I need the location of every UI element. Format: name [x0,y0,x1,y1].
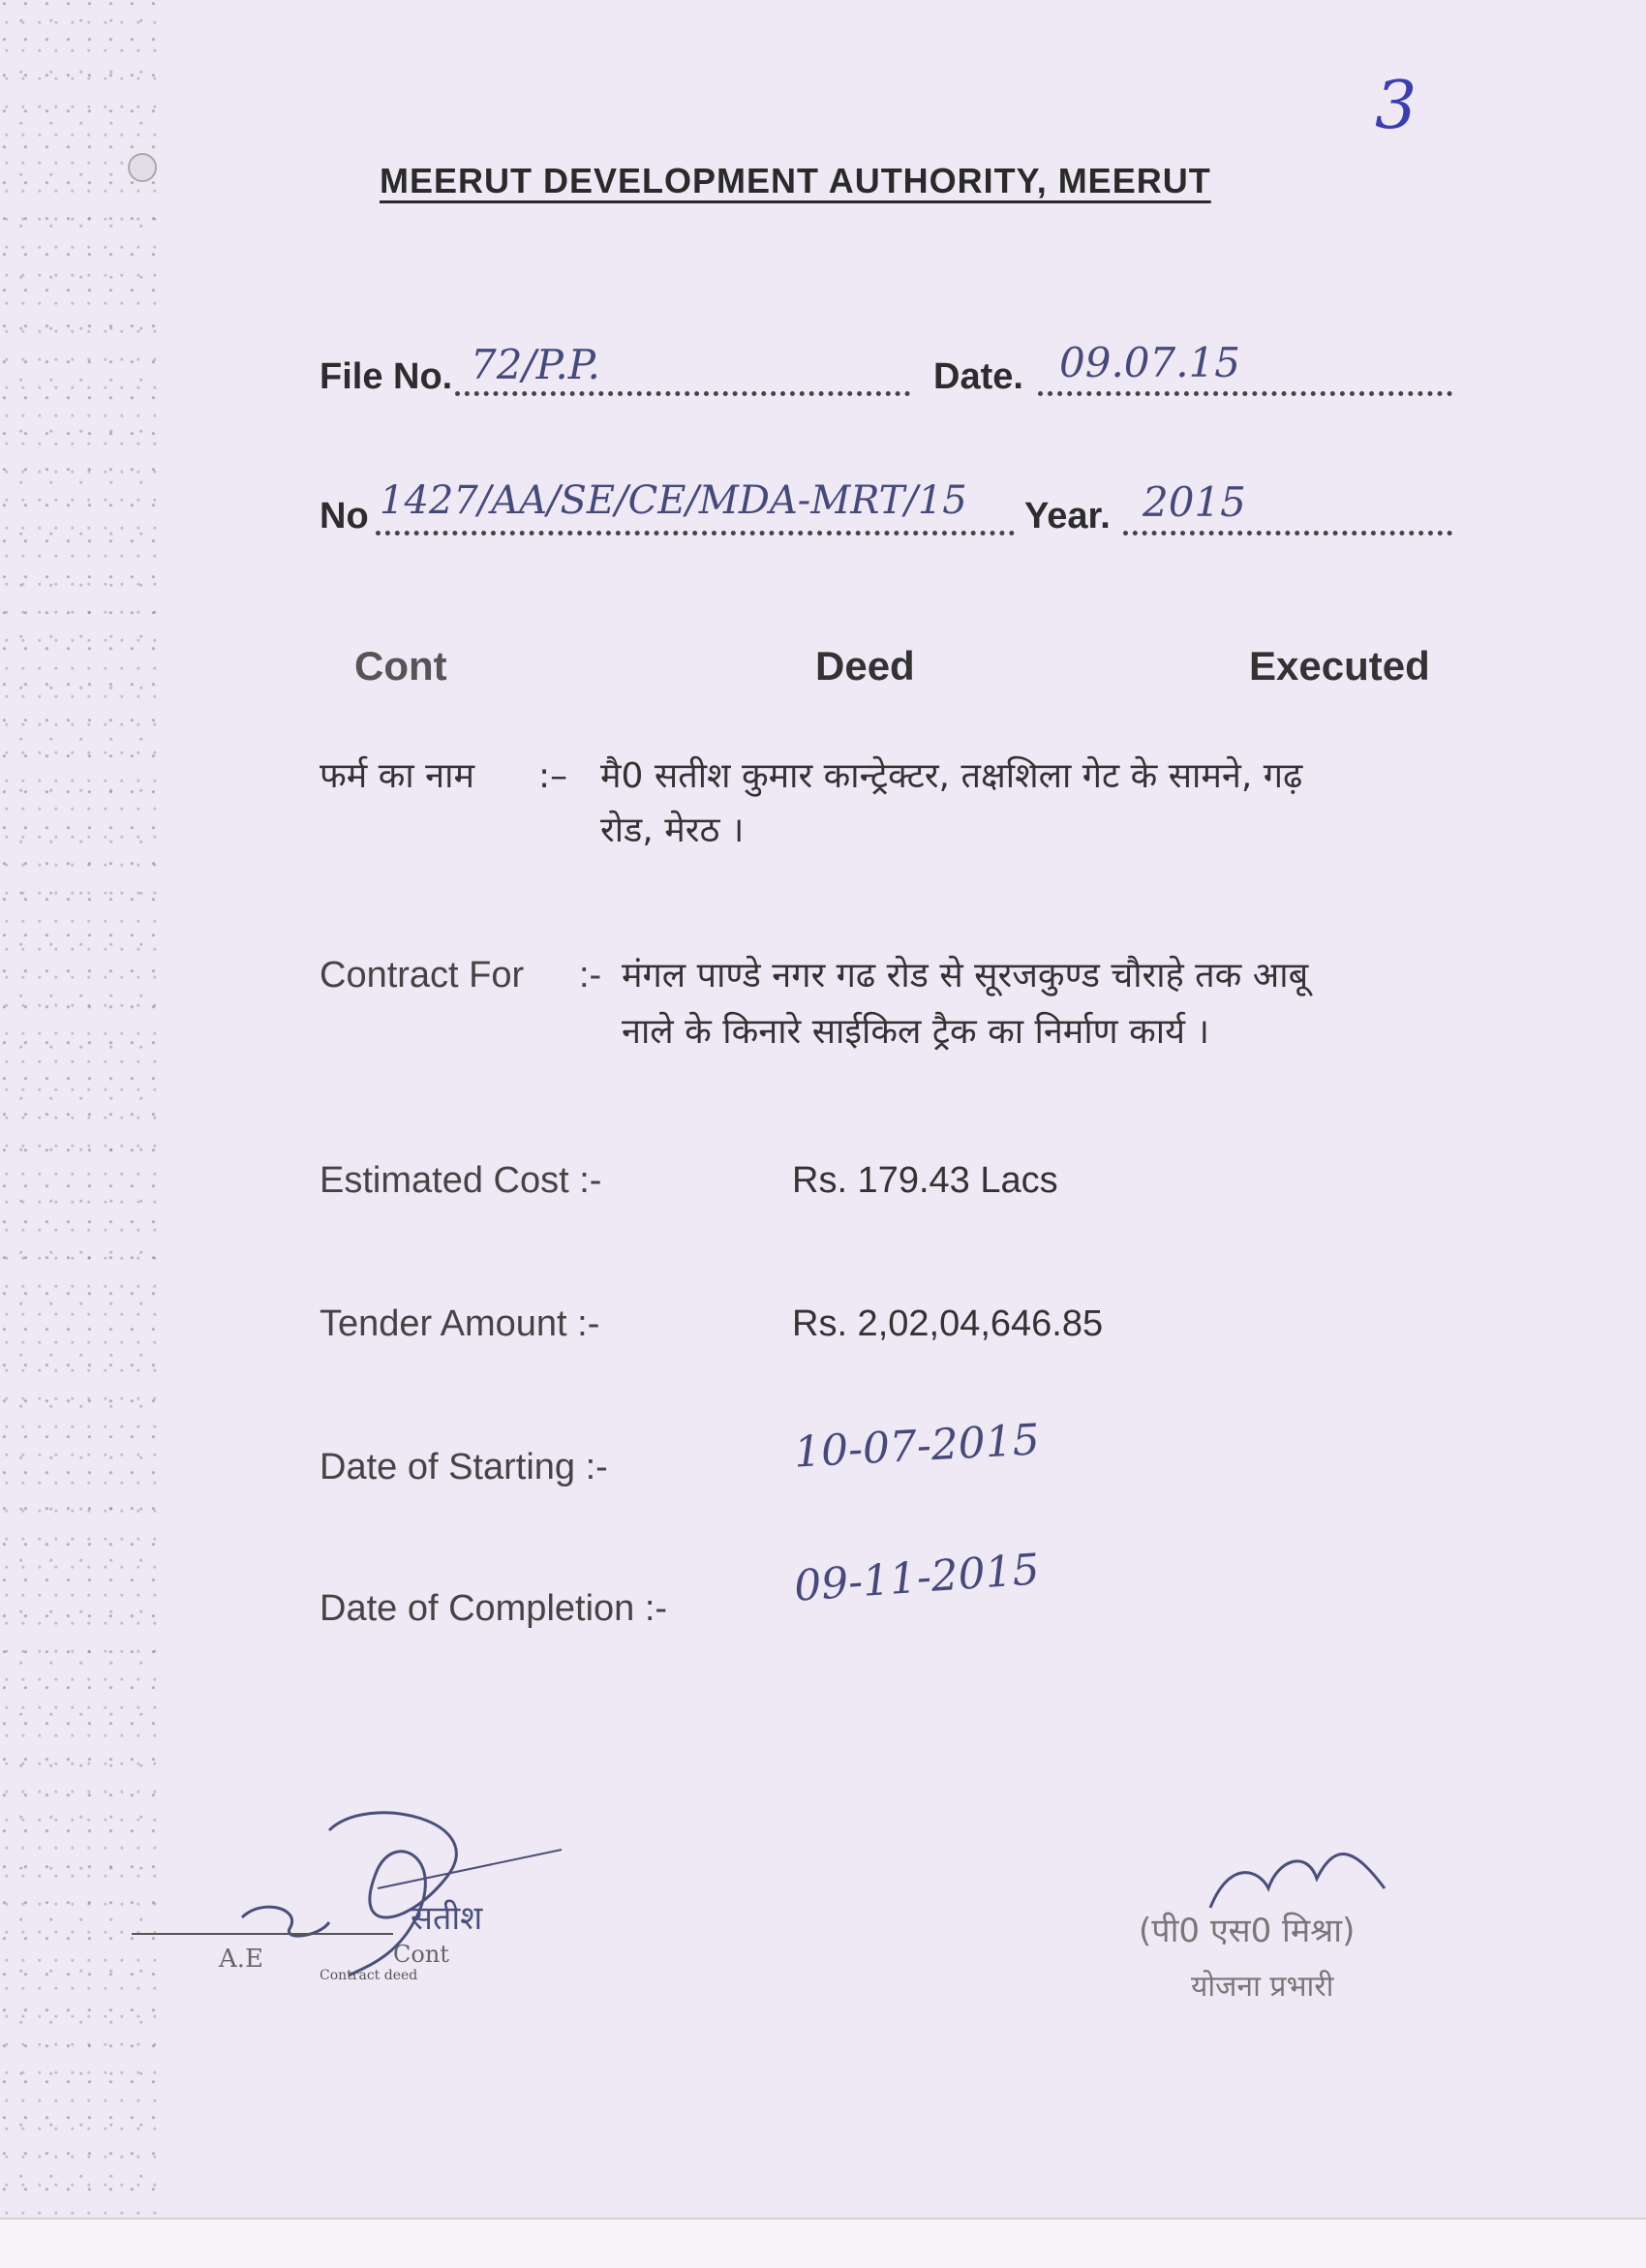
officer-designation: योजना प्रभारी [1191,1970,1334,2004]
left-handwritten-signature: सतीश [411,1899,483,1938]
scan-bottom-edge [0,2218,1646,2268]
contract-line1: मंगल पाण्डे नगर गढ रोड से सूरजकुण्ड चौराहे तक आबू [622,956,1309,996]
no-label: No [320,496,369,536]
date-of-starting-value: 10-07-2015 [792,1415,1041,1478]
contract-separator: :- [579,955,602,996]
officer-name: (पी0 एस0 मिश्रा) [1139,1912,1356,1950]
contract-line2: नाले के किनारे साईकिल ट्रैक का निर्माण कार्य । [622,1012,1210,1052]
punch-hole [128,153,157,182]
no-value: 1427/AA/SE/CE/MDA-MRT/15 [380,478,967,523]
year-value: 2015 [1143,478,1246,526]
left-signature-line [132,1933,393,1935]
page-number: 3 [1375,68,1417,144]
ae-initials: A.E [219,1945,264,1974]
year-label: Year. [1024,496,1111,536]
heading-executed: Executed [1249,643,1430,689]
date-label: Date. [933,356,1023,397]
firm-name-line1: मै0 सतीश कुमार कान्ट्रेक्टर, तक्षशिला गेट के सामने, गढ़ [600,756,1303,796]
date-dotted-line [1038,391,1452,396]
contract-label: Contract For [320,955,525,996]
firm-separator: :– [538,756,568,796]
estimated-cost-value: Rs. 179.43 Lacs [792,1160,1058,1201]
file-no-value: 72/P.P. [471,341,600,388]
file-no-dotted-line [455,391,910,396]
cont-label: Cont [393,1941,449,1968]
tender-amount-value: Rs. 2,02,04,646.85 [792,1303,1104,1344]
firm-name-line2: रोड, मेरठ । [600,811,745,850]
file-no-label: File No. [320,356,453,397]
estimated-cost-label: Estimated Cost :- [320,1160,602,1201]
date-value: 09.07.15 [1059,339,1241,386]
date-of-completion-value: 09-11-2015 [792,1545,1042,1611]
page-title: MEERUT DEVELOPMENT AUTHORITY, MEERUT [380,161,1211,200]
left-signature-scribble [126,1801,571,1995]
firm-label: फर्म का नाम [320,756,474,796]
year-dotted-line [1123,531,1452,536]
contract-deed-label: Contract deed [320,1968,418,1983]
heading-cont: Cont [354,643,447,689]
heading-deed: Deed [815,643,915,689]
date-of-starting-label: Date of Starting :- [320,1447,608,1487]
date-of-completion-label: Date of Completion :- [320,1588,668,1629]
tender-amount-label: Tender Amount :- [320,1303,600,1344]
no-dotted-line [376,531,1015,536]
